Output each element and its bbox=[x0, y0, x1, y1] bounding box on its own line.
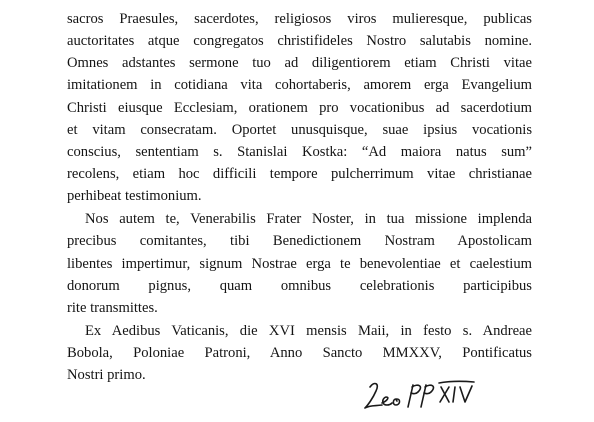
text-line: imitationem in cotidiana vita cohortaberis, amorem erga Evangelium bbox=[67, 77, 532, 94]
text-line: Christi eiusque Ecclesiam, orationem pro vocationibus ad sacerdotium bbox=[67, 99, 532, 116]
text-line: rite transmittes. bbox=[67, 299, 158, 316]
paragraph-2 bbox=[67, 208, 532, 319]
text-line: auctoritates atque congregatos christifideles Nostro salutabis nomine. bbox=[67, 33, 532, 50]
text-line: Ex Aedibus Vaticanis, die XVI mensis Maii, in festo s. Andreae bbox=[85, 322, 532, 339]
letter-body bbox=[67, 8, 532, 386]
text-line: recolens, etiam hoc difficili tempore pulcherrimum vitae christianae bbox=[67, 165, 532, 182]
text-line: perhibeat testimonium. bbox=[67, 188, 202, 205]
text-line: libentes impertimur, signum Nostrae erga te benevolentiae et caelestium bbox=[67, 255, 532, 272]
text-line: et vitam consecratam. Oportet unusquisque, suae ipsius vocationis bbox=[67, 121, 532, 138]
text-line: Omnes adstantes sermone tuo ad diligentiorem etiam Christi vitae bbox=[67, 55, 532, 72]
text-line: Nostri primo. bbox=[67, 367, 146, 384]
text-line: donorum pignus, quam omnibus celebrationis participibus bbox=[67, 277, 532, 294]
text-line: Bobola, Poloniae Patroni, Anno Sancto MMXXV, Pontificatus bbox=[67, 345, 532, 362]
text-line: Nos autem te, Venerabilis Frater Noster, in tua missione implenda bbox=[85, 211, 532, 228]
paragraph-1 bbox=[67, 8, 532, 207]
text-line: sacros Praesules, sacerdotes, religiosos viros mulieresque, publicas bbox=[67, 11, 532, 27]
handwritten-signature bbox=[360, 375, 490, 415]
text-line: precibus comitantes, tibi Benedictionem Nostram Apostolicam bbox=[67, 233, 532, 250]
text-line: conscius, sententiam s. Stanislai Kostka: “Ad maiora natus sum” bbox=[67, 143, 532, 160]
